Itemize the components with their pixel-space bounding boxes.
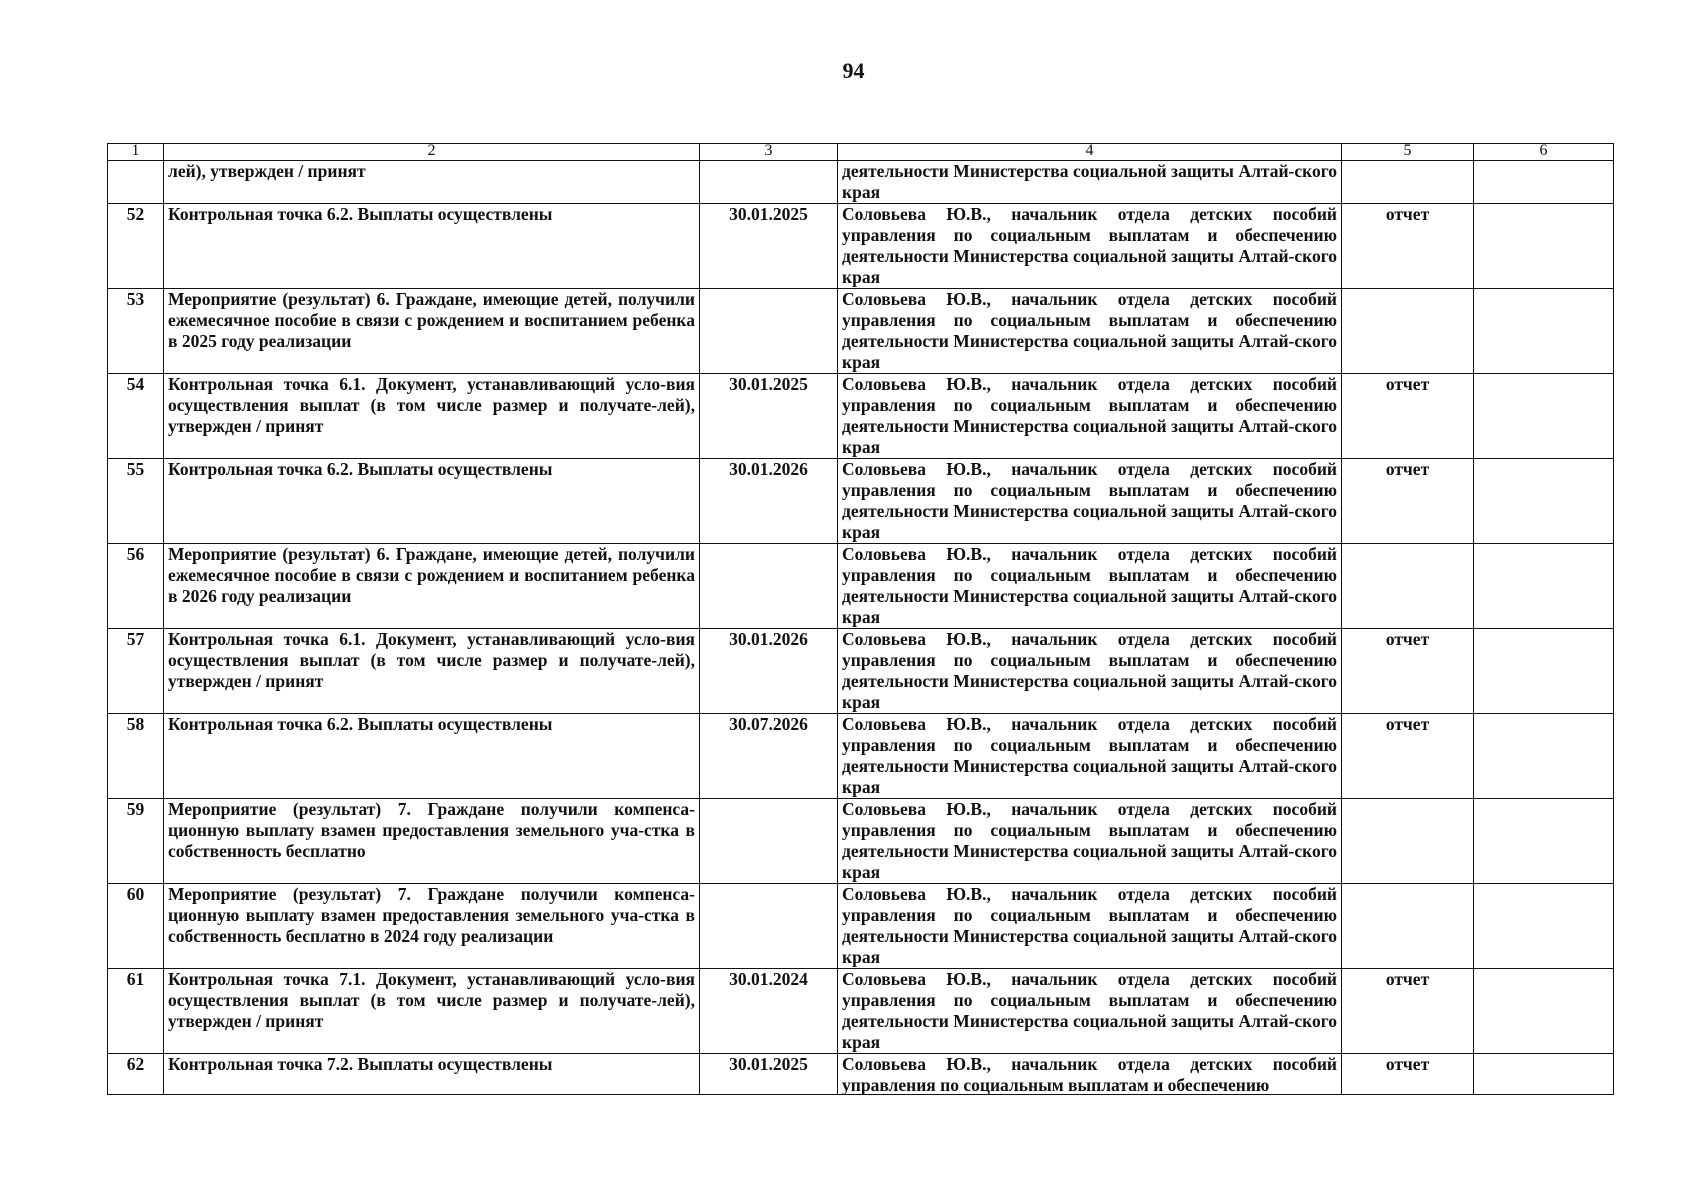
- report-form-cell: отчет: [1342, 969, 1474, 1054]
- deadline-cell: 30.01.2024: [700, 969, 838, 1054]
- column-header-6: 6: [1474, 144, 1614, 161]
- description-cell: Контрольная точка 6.2. Выплаты осуществлены: [164, 459, 700, 544]
- responsible-cell: Соловьева Ю.В., начальник отдела детских пособий управления по социальным выплатам и обеспечению деятельности Министерства социальной защиты Алтай-ского края: [838, 714, 1342, 799]
- table-row: [108, 969, 1614, 1054]
- responsible-cell: Соловьева Ю.В., начальник отдела детских пособий управления по социальным выплатам и обеспечению деятельности Министерства социальной защиты Алтай-ского края: [838, 204, 1342, 289]
- row-number-cell: 52: [108, 204, 164, 289]
- responsible-cell: деятельности Министерства социальной защиты Алтай-ского края: [838, 161, 1342, 204]
- row-number-cell: 55: [108, 459, 164, 544]
- row-number-cell: 56: [108, 544, 164, 629]
- table-row: [108, 884, 1614, 969]
- table-row: [108, 374, 1614, 459]
- note-cell: [1474, 969, 1614, 1054]
- deadline-cell: [700, 161, 838, 204]
- row-number-cell: [108, 161, 164, 204]
- page-number: 94: [842, 58, 865, 83]
- responsible-cell: Соловьева Ю.В., начальник отдела детских пособий управления по социальным выплатам и обеспечению деятельности Министерства социальной защиты Алтай-ского края: [838, 969, 1342, 1054]
- responsible-cell: Соловьева Ю.В., начальник отдела детских пособий управления по социальным выплатам и обеспечению деятельности Министерства социальной защиты Алтай-ского края: [838, 629, 1342, 714]
- row-number-cell: 57: [108, 629, 164, 714]
- note-cell: [1474, 884, 1614, 969]
- description-cell: Мероприятие (результат) 7. Граждане получили компенса-ционную выплату взамен предоставления земельного уча-стка в собственность бесплатно в 2024 году реализации: [164, 884, 700, 969]
- column-header-4: 4: [838, 144, 1342, 161]
- deadline-cell: 30.01.2025: [700, 204, 838, 289]
- report-form-cell: отчет: [1342, 714, 1474, 799]
- plan-table: [107, 143, 1614, 1095]
- description-cell: Контрольная точка 6.2. Выплаты осуществлены: [164, 714, 700, 799]
- note-cell: [1474, 161, 1614, 204]
- deadline-cell: 30.01.2025: [700, 374, 838, 459]
- table-body: [108, 161, 1614, 1054]
- description-cell: Контрольная точка 7.2. Выплаты осуществлены: [164, 1054, 700, 1095]
- row-number-cell: 62: [108, 1054, 164, 1095]
- report-form-cell: [1342, 884, 1474, 969]
- note-cell: [1474, 1054, 1614, 1095]
- table-row: [108, 289, 1614, 374]
- note-cell: [1474, 629, 1614, 714]
- description-cell: Контрольная точка 6.1. Документ, устанавливающий усло-вия осуществления выплат (в том числе размер и получате-лей), утвержден / принят: [164, 629, 700, 714]
- column-header-1: 1: [108, 144, 164, 161]
- row-number-cell: 59: [108, 799, 164, 884]
- header-row: [108, 144, 1614, 161]
- responsible-cell: Соловьева Ю.В., начальник отдела детских пособий управления по социальным выплатам и обеспечению деятельности Министерства социальной защиты Алтай-ского края: [838, 374, 1342, 459]
- report-form-cell: [1342, 289, 1474, 374]
- note-cell: [1474, 714, 1614, 799]
- last-row: [108, 1054, 1614, 1095]
- responsible-cell: Соловьева Ю.В., начальник отдела детских пособий управления по социальным выплатам и обеспечению деятельности Министерства социальной защиты Алтай-ского края: [838, 459, 1342, 544]
- note-cell: [1474, 374, 1614, 459]
- deadline-cell: 30.01.2025: [700, 1054, 838, 1095]
- description-cell: Мероприятие (результат) 7. Граждане получили компенса-ционную выплату взамен предоставления земельного уча-стка в собственность бесплатно: [164, 799, 700, 884]
- note-cell: [1474, 544, 1614, 629]
- responsible-cell: [838, 1054, 1342, 1095]
- description-cell: Мероприятие (результат) 6. Граждане, имеющие детей, получили ежемесячное пособие в связи с рождением и воспитанием ребенка в 2026 году реализации: [164, 544, 700, 629]
- note-cell: [1474, 459, 1614, 544]
- continuation-row: [108, 161, 1614, 204]
- report-form-cell: [1342, 799, 1474, 884]
- note-cell: [1474, 204, 1614, 289]
- note-cell: [1474, 289, 1614, 374]
- note-cell: [1474, 799, 1614, 884]
- table-row: [108, 459, 1614, 544]
- column-header-5: 5: [1342, 144, 1474, 161]
- table-row: [108, 799, 1614, 884]
- responsible-cell: Соловьева Ю.В., начальник отдела детских пособий управления по социальным выплатам и обеспечению деятельности Министерства социальной защиты Алтай-ского края: [838, 799, 1342, 884]
- deadline-cell: 30.07.2026: [700, 714, 838, 799]
- report-form-cell: отчет: [1342, 204, 1474, 289]
- deadline-cell: 30.01.2026: [700, 459, 838, 544]
- responsible-cell: Соловьева Ю.В., начальник отдела детских пособий управления по социальным выплатам и обеспечению деятельности Министерства социальной защиты Алтай-ского края: [838, 289, 1342, 374]
- report-form-cell: отчет: [1342, 459, 1474, 544]
- row-number-cell: 60: [108, 884, 164, 969]
- table-row: [108, 544, 1614, 629]
- deadline-cell: 30.01.2026: [700, 629, 838, 714]
- column-header-2: 2: [164, 144, 700, 161]
- report-form-cell: отчет: [1342, 374, 1474, 459]
- responsible-text: Соловьева Ю.В., начальник отдела детских пособий управления по социальным выплатам и обеспечению: [842, 1054, 1337, 1094]
- description-cell: лей), утвержден / принят: [164, 161, 700, 204]
- row-number-cell: 54: [108, 374, 164, 459]
- deadline-cell: [700, 884, 838, 969]
- responsible-cell: Соловьева Ю.В., начальник отдела детских пособий управления по социальным выплатам и обеспечению деятельности Министерства социальной защиты Алтай-ского края: [838, 884, 1342, 969]
- report-form-cell: [1342, 544, 1474, 629]
- description-cell: Контрольная точка 7.1. Документ, устанавливающий усло-вия осуществления выплат (в том числе размер и получате-лей), утвержден / принят: [164, 969, 700, 1054]
- table-row: [108, 714, 1614, 799]
- report-form-cell: [1342, 161, 1474, 204]
- row-number-cell: 58: [108, 714, 164, 799]
- report-form-cell: отчет: [1342, 629, 1474, 714]
- row-number-cell: 53: [108, 289, 164, 374]
- deadline-cell: [700, 289, 838, 374]
- description-cell: Контрольная точка 6.1. Документ, устанавливающий усло-вия осуществления выплат (в том числе размер и получате-лей), утвержден / принят: [164, 374, 700, 459]
- description-cell: Мероприятие (результат) 6. Граждане, имеющие детей, получили ежемесячное пособие в связи с рождением и воспитанием ребенка в 2025 году реализации: [164, 289, 700, 374]
- responsible-cell: Соловьева Ю.В., начальник отдела детских пособий управления по социальным выплатам и обеспечению деятельности Министерства социальной защиты Алтай-ского края: [838, 544, 1342, 629]
- plan-table-container: [107, 143, 1614, 1095]
- row-number-cell: 61: [108, 969, 164, 1054]
- column-header-3: 3: [700, 144, 838, 161]
- table-row: [108, 204, 1614, 289]
- description-cell: Контрольная точка 6.2. Выплаты осуществлены: [164, 204, 700, 289]
- deadline-cell: [700, 544, 838, 629]
- report-form-cell: отчет: [1342, 1054, 1474, 1095]
- deadline-cell: [700, 799, 838, 884]
- table-row: [108, 629, 1614, 714]
